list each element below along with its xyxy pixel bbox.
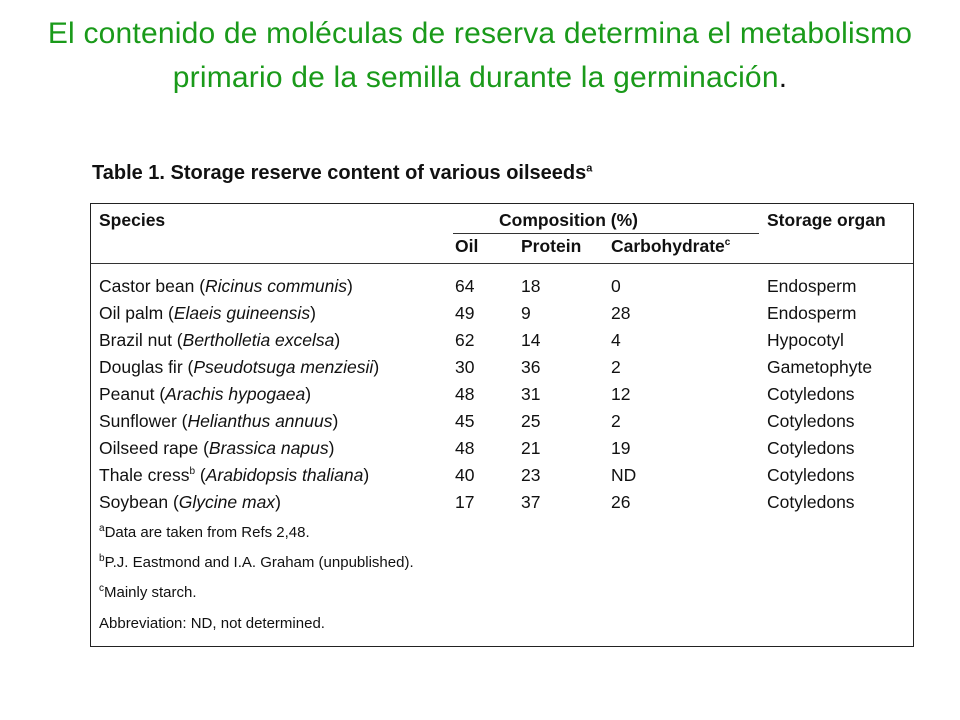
row-oil: 45 xyxy=(455,411,475,431)
footnote-text: Data are taken from Refs 2,48. xyxy=(104,524,310,541)
row-carbohydrate: 2 xyxy=(611,411,621,431)
species-latin-name: Elaeis guineensis xyxy=(173,303,311,323)
row-carbohydrate: 4 xyxy=(611,330,621,350)
species-common-name: Douglas fir ( xyxy=(99,357,194,377)
header-carbohydrate xyxy=(611,236,730,257)
storage-reserve-table xyxy=(90,203,914,647)
composition-underline xyxy=(453,233,759,234)
row-storage-organ: Cotyledons xyxy=(767,411,855,431)
footnote-sup: a xyxy=(99,523,105,534)
header-storage-organ: Storage organ xyxy=(767,210,886,230)
row-species: Soybean (Glycine max) xyxy=(99,492,281,512)
row-species: Thale cress$^b$ (Arabidopsis thaliana) xyxy=(99,465,370,485)
species-common-name: Oil palm ( xyxy=(99,303,174,323)
slide-title-period: . xyxy=(778,61,788,94)
row-carbohydrate: 0 xyxy=(611,276,621,296)
row-species: Sunflower (Helianthus annuus) xyxy=(99,411,339,431)
table-title xyxy=(92,162,592,185)
row-oil: 40 xyxy=(455,465,475,485)
row-oil: 30 xyxy=(455,357,475,377)
species-latin-name: Brassica napus xyxy=(208,438,329,458)
header-composition: Composition (%) xyxy=(499,210,639,230)
species-common-name: Brazil nut ( xyxy=(99,330,183,350)
row-protein: 37 xyxy=(521,492,541,512)
row-protein: 14 xyxy=(521,330,541,350)
row-protein: 21 xyxy=(521,438,541,458)
species-common-name: Thale cress xyxy=(99,465,190,485)
row-species: Oilseed rape (Brassica napus) xyxy=(99,438,335,458)
species-common-name: Oilseed rape ( xyxy=(99,438,209,458)
row-carbohydrate: 12 xyxy=(611,384,631,404)
table-title-sup: a xyxy=(586,162,593,175)
row-storage-organ: Cotyledons xyxy=(767,384,855,404)
footnote-sup: c xyxy=(99,583,104,594)
footnote-text: Mainly starch. xyxy=(104,584,197,601)
species-latin-name: Bertholletia excelsa xyxy=(182,330,335,350)
header-carbohydrate-label: Carbohydrate xyxy=(611,236,725,256)
species-latin-name: Ricinus communis xyxy=(205,276,348,296)
species-sup: b xyxy=(189,466,196,478)
row-storage-organ: Cotyledons xyxy=(767,438,855,458)
row-storage-organ: Cotyledons xyxy=(767,492,855,512)
row-species: Peanut (Arachis hypogaea) xyxy=(99,384,312,404)
row-oil: 48 xyxy=(455,384,475,404)
species-latin-name: Arachis hypogaea xyxy=(165,384,306,404)
row-storage-organ: Endosperm xyxy=(767,303,857,323)
header-species: Species xyxy=(99,210,166,230)
row-storage-organ: Endosperm xyxy=(767,276,857,296)
footnote-text: P.J. Eastmond and I.A. Graham (unpublished). xyxy=(104,554,414,571)
footnote-text: Abbreviation: ND, not determined. xyxy=(99,615,325,632)
slide-title xyxy=(20,12,940,100)
header-oil: Oil xyxy=(455,236,479,256)
row-oil: 17 xyxy=(455,492,475,512)
header-carbohydrate-sup: c xyxy=(724,237,731,249)
row-oil: 49 xyxy=(455,303,475,323)
footnote xyxy=(99,523,310,541)
row-species: Douglas fir (Pseudotsuga menziesii) xyxy=(99,357,380,377)
row-species: Oil palm (Elaeis guineensis) xyxy=(99,303,316,323)
row-carbohydrate: 26 xyxy=(611,492,631,512)
footnote-sup: b xyxy=(99,553,105,564)
row-storage-organ: Cotyledons xyxy=(767,465,855,485)
species-common-name: Sunflower ( xyxy=(99,411,188,431)
header-protein: Protein xyxy=(521,236,582,256)
row-protein: 18 xyxy=(521,276,541,296)
table-title-text: Table 1. Storage reserve content of various oilseeds xyxy=(92,162,587,184)
species-latin-name: Glycine max xyxy=(178,492,276,512)
row-species: Castor bean (Ricinus communis) xyxy=(99,276,353,296)
row-protein: 31 xyxy=(521,384,541,404)
header-divider xyxy=(91,263,913,264)
row-storage-organ: Hypocotyl xyxy=(767,330,844,350)
species-latin-name: Arabidopsis thaliana xyxy=(205,465,364,485)
row-species: Brazil nut (Bertholletia excelsa) xyxy=(99,330,341,350)
row-carbohydrate: 19 xyxy=(611,438,631,458)
row-protein: 25 xyxy=(521,411,541,431)
row-oil: 62 xyxy=(455,330,475,350)
species-common-name: Peanut ( xyxy=(99,384,166,404)
species-latin-name: Helianthus annuus xyxy=(187,411,333,431)
row-carbohydrate: 2 xyxy=(611,357,621,377)
footnote xyxy=(99,553,414,571)
species-common-name: Castor bean ( xyxy=(99,276,206,296)
slide-title-text: El contenido de moléculas de reserva determina el metabolismo primario de la semilla durante la germinación xyxy=(47,17,913,94)
row-carbohydrate: 28 xyxy=(611,303,631,323)
row-storage-organ: Gametophyte xyxy=(767,357,873,377)
footnote xyxy=(99,583,197,601)
species-common-name: Soybean ( xyxy=(99,492,179,512)
row-oil: 48 xyxy=(455,438,475,458)
row-carbohydrate: ND xyxy=(611,465,637,485)
row-oil: 64 xyxy=(455,276,475,296)
row-protein: 9 xyxy=(521,303,531,323)
row-protein: 23 xyxy=(521,465,541,485)
footnote xyxy=(99,615,325,632)
species-latin-name: Pseudotsuga menziesii xyxy=(193,357,374,377)
row-protein: 36 xyxy=(521,357,541,377)
